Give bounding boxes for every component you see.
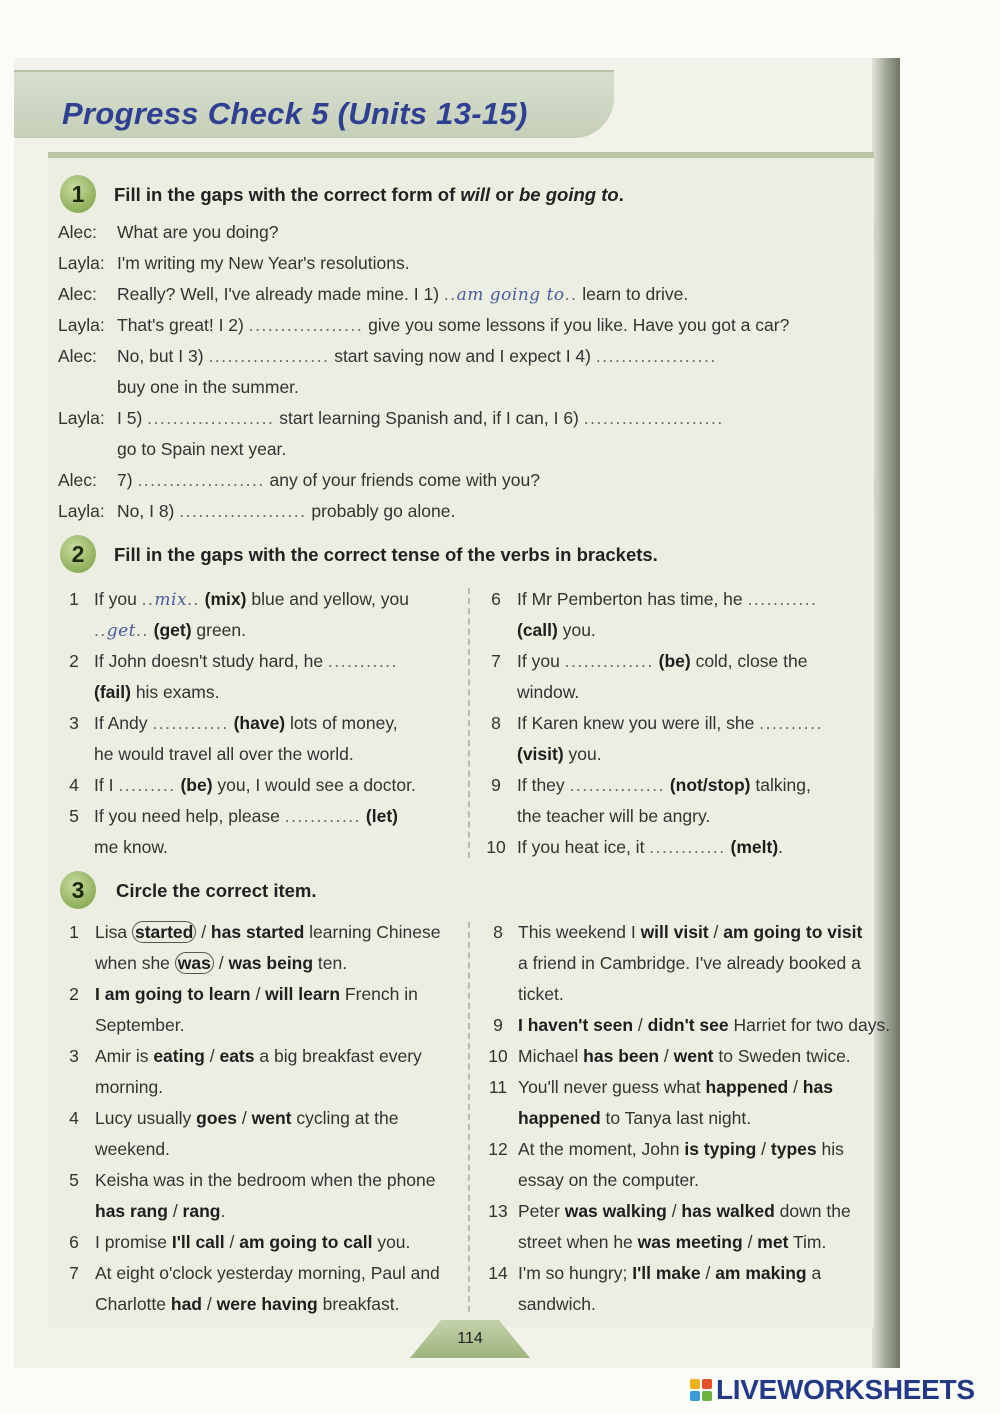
exercise-line: Charlotte had / were having breakfast. [95,1294,400,1314]
item-number: 6 [69,1232,79,1252]
exercise-line: I promise I'll call / am going to call you. [95,1232,411,1252]
option-choice[interactable]: has been [583,1046,660,1066]
section-1-instruction: Fill in the gaps with the correct form of will or be going to. [114,184,624,205]
gap-field[interactable]: .................... [137,470,265,490]
gap-field[interactable]: ........... [747,589,818,609]
page-title: Progress Check 5 (Units 13-15) [62,96,528,131]
option-choice[interactable]: has started [210,922,305,942]
gap-field[interactable]: .......... [759,713,823,733]
item-number: 12 [488,1139,508,1159]
exercise-line: Amir is eating / eats a big breakfast every [95,1046,422,1066]
exercise-line: when she was / was being ten. [95,953,348,973]
option-choice[interactable]: is typing [684,1139,757,1159]
exercise-line: me know. [94,837,168,857]
section-3-instruction: Circle the correct item. [116,880,317,901]
option-choice[interactable]: am going to visit [723,922,863,942]
item-number: 3 [69,713,79,733]
option-choice[interactable]: went [251,1108,292,1128]
speaker-label: Alec: [58,284,97,304]
gap-field[interactable]: ............ [152,713,229,733]
option-choice[interactable]: goes [196,1108,238,1128]
item-number: 9 [493,1015,503,1035]
exercise-line: If Mr Pemberton has time, he ........... [517,589,818,609]
exercise-line: If John doesn't study hard, he ........... [94,651,398,671]
exercise-line: You'll never guess what happened / has [518,1077,833,1097]
option-choice[interactable]: was walking [564,1201,667,1221]
gap-field[interactable]: ...................... [583,408,724,428]
item-number: 4 [69,1108,79,1128]
gap-field[interactable]: ............ [649,837,726,857]
item-number: 2 [69,984,79,1004]
option-choice[interactable]: types [770,1139,817,1159]
option-choice[interactable]: met [757,1232,789,1252]
gap-field[interactable]: .................... [147,408,275,428]
column-divider [468,588,470,858]
item-number: 9 [491,775,501,795]
gap-field[interactable]: .................... [179,501,307,521]
exercise-line: (fail) his exams. [94,682,220,702]
item-number: 6 [491,589,501,609]
option-choice[interactable]: has [802,1077,833,1097]
option-choice[interactable]: will learn [265,984,341,1004]
option-choice[interactable]: had [170,1294,202,1314]
exercise-line: he would travel all over the world. [94,744,354,764]
answer-field[interactable]: mix [154,590,188,610]
dialogue-line: buy one in the summer. [117,377,299,397]
gap-field[interactable]: ............... [569,775,665,795]
exercise-line: I am going to learn / will learn French in [95,984,418,1004]
exercise-line: Michael has been / went to Sweden twice. [518,1046,851,1066]
item-number: 5 [69,806,79,826]
option-choice[interactable]: were having [216,1294,318,1314]
dialogue-line: 7) .................... any of your friends come with you? [117,470,540,490]
option-choice[interactable]: rang [182,1201,221,1221]
exercise-line: weekend. [95,1139,170,1159]
option-choice[interactable]: went [673,1046,714,1066]
logo-text: LIVEWORKSHEETS [716,1374,975,1405]
item-number: 8 [491,713,501,733]
option-choice[interactable]: I'll call [171,1232,225,1252]
section-1-badge: 1 [60,175,96,213]
exercise-line: street when he was meeting / met Tim. [518,1232,827,1252]
exercise-line: Lisa started / has started learning Chinese [95,922,441,942]
option-choice[interactable]: will visit [640,922,709,942]
exercise-line: If you heat ice, it ............ (melt). [517,837,784,857]
exercise-line: Keisha was in the bedroom when the phone [95,1170,436,1190]
item-number: 8 [493,922,503,942]
option-choice[interactable]: I am going to learn [95,984,251,1004]
speaker-label: Layla: [58,408,105,428]
exercise-line: At the moment, John is typing / types his [518,1139,844,1159]
section-3-badge: 3 [60,871,96,909]
item-number: 4 [69,775,79,795]
gap-field[interactable]: ........... [327,651,398,671]
option-choice[interactable]: was being [228,953,314,973]
item-number: 14 [488,1263,508,1283]
page-number: 114 [457,1330,483,1347]
exercise-line: happened to Tanya last night. [518,1108,752,1128]
speaker-label: Layla: [58,253,105,273]
option-choice[interactable]: happened [705,1077,789,1097]
exercise-line: If you ..mix.. (mix) blue and yellow, you [94,589,409,610]
item-number: 1 [69,589,79,609]
dialogue-line: Really? Well, I've already made mine. I 1) ..am going to.. learn to drive. [117,284,689,305]
speaker-label: Layla: [58,501,105,521]
dialogue-line: What are you doing? [117,222,279,242]
item-number: 1 [69,922,79,942]
option-choice[interactable]: eats [219,1046,255,1066]
exercise-line: Peter was walking / has walked down the [518,1201,851,1221]
item-number: 10 [488,1046,508,1066]
exercise-line: If Andy ............ (have) lots of money, [94,713,398,733]
option-choice[interactable]: I'll make [632,1263,701,1283]
item-number: 10 [486,837,506,857]
exercise-line: September. [95,1015,185,1035]
exercise-line: sandwich. [518,1294,596,1314]
dialogue-line: I 5) .................... start learning Spanish and, if I can, I 6) ...................... [117,408,724,428]
column-divider [468,922,470,1312]
exercise-line: (visit) you. [517,744,602,764]
exercise-line: the teacher will be angry. [517,806,711,826]
exercise-line: a friend in Cambridge. I've already booked a [518,953,861,973]
item-number: 5 [69,1170,79,1190]
page-binding-shadow [872,58,900,1368]
option-choice[interactable]: has rang [95,1201,168,1221]
exercise-line: If you .............. (be) cold, close the [517,651,808,671]
logo-icon [690,1379,712,1401]
exercise-line: If I ......... (be) you, I would see a doctor. [94,775,416,795]
dialogue-line: That's great! I 2) .................. give you some lessons if you like. Have you got a car? [117,315,790,335]
exercise-line: If Karen knew you were ill, she .......... [517,713,823,733]
exercise-line: (call) you. [517,620,596,640]
speaker-label: Alec: [58,222,97,242]
option-choice[interactable]: am making [715,1263,807,1283]
item-number: 2 [69,651,79,671]
exercise-line: This weekend I will visit / am going to visit [518,922,863,942]
liveworksheets-logo [690,1374,975,1406]
page-number-tab [410,1320,530,1358]
speaker-label: Alec: [58,346,97,366]
section-2-badge: 2 [60,535,96,573]
option-choice[interactable]: didn't see [647,1015,729,1035]
option-choice[interactable]: was meeting [637,1232,743,1252]
dialogue-line: go to Spain next year. [117,439,287,459]
gap-field[interactable]: .................. [248,315,364,335]
section-2-instruction: Fill in the gaps with the correct tense of the verbs in brackets. [114,544,658,565]
option-choice[interactable]: was [175,952,214,974]
exercise-line: ticket. [518,984,564,1004]
gap-field[interactable]: ......... [118,775,176,795]
exercise-line: Lucy usually goes / went cycling at the [95,1108,399,1128]
item-number: 3 [69,1046,79,1066]
exercise-line: If you need help, please ............ (let) [94,806,399,826]
speaker-label: Alec: [58,470,97,490]
exercise-line: I'm so hungry; I'll make / am making a [518,1263,822,1283]
dialogue-line: No, but I 3) ................... start saving now and I expect I 4) ................... [117,346,717,366]
exercise-line: window. [517,682,580,702]
gap-field[interactable]: ................... [208,346,330,366]
dialogue-line: No, I 8) .................... probably go alone. [117,501,456,521]
exercise-line: has rang / rang. [95,1201,226,1221]
option-choice[interactable]: has walked [681,1201,775,1221]
exercise-line: If they ............... (not/stop) talking, [517,775,811,795]
answer-field[interactable]: am going to [456,285,565,305]
option-choice[interactable]: I haven't seen [518,1015,634,1035]
gap-field[interactable]: ............ [284,806,362,826]
item-number: 11 [488,1077,508,1097]
gap-field[interactable]: ................... [595,346,717,366]
speaker-label: Layla: [58,315,105,335]
option-choice[interactable]: am going to call [239,1232,373,1252]
exercise-line: At eight o'clock yesterday morning, Paul and [95,1263,440,1283]
exercise-line: ..get.. (get) green. [94,620,247,641]
gap-field[interactable]: .............. [564,651,654,671]
dialogue-line: I'm writing my New Year's resolutions. [117,253,410,273]
exercise-line: morning. [95,1077,164,1097]
answer-field[interactable]: get [106,621,137,641]
exercise-line: I haven't seen / didn't see Harriet for two days. [518,1015,891,1035]
item-number: 7 [491,651,501,671]
option-choice[interactable]: started [132,921,196,943]
item-number: 7 [69,1263,79,1283]
item-number: 13 [488,1201,508,1221]
exercise-line: essay on the computer. [518,1170,699,1190]
option-choice[interactable]: eating [153,1046,205,1066]
